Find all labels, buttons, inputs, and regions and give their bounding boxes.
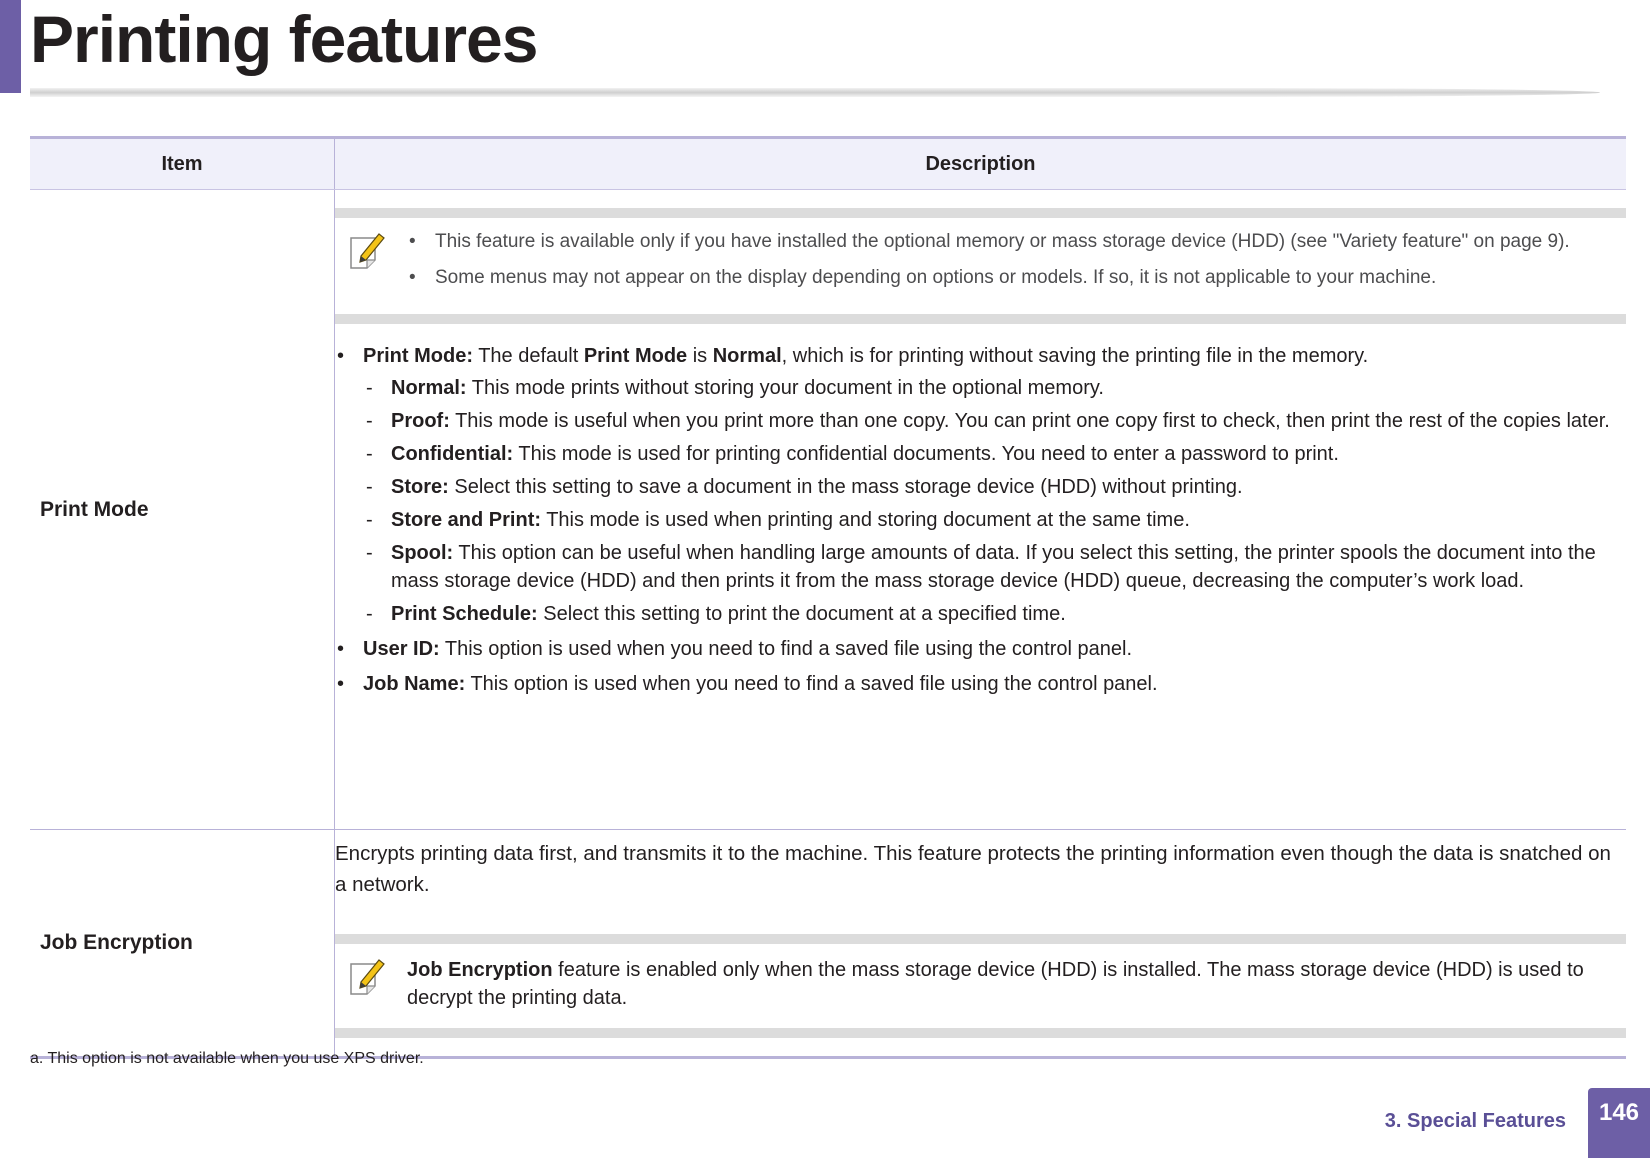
list-item-user-id [335, 635, 1626, 663]
mode-text: This mode is used when printing and storing document at the same time. [541, 509, 1190, 531]
mode-label: Spool: [391, 542, 454, 564]
note-pencil-icon [347, 956, 387, 998]
description-cell [335, 830, 1627, 1058]
text-user-id: This option is used when you need to find a saved file using the control panel. [439, 638, 1133, 660]
text-bold: Print Mode [583, 345, 688, 367]
dash-mark: - [366, 509, 373, 531]
mode-text: This mode prints without storing your document in the optional memory. [466, 377, 1104, 399]
list-item-mode [363, 506, 1626, 534]
bullet-mark: • [337, 673, 345, 695]
mode-text: This mode is used for printing confidential documents. You need to enter a password to print. [513, 443, 1339, 465]
list-item-mode [363, 600, 1626, 628]
footnote: a. This option is not available when you use XPS driver. [30, 1050, 424, 1067]
header-description: Description [335, 138, 1627, 190]
bullet-mark: • [337, 638, 345, 660]
mode-label: Store: [391, 476, 449, 498]
mode-label: Normal: [391, 377, 467, 399]
list-item-mode [363, 374, 1626, 402]
note-text: feature is enabled only when the mass storage device (HDD) is installed. The mass storage device (HDD) is used to decrypt the printing data. [407, 959, 1584, 1009]
label-print-mode: Print Mode: [363, 345, 473, 367]
job-encryption-description: Encrypts printing data first, and transmits it to the machine. This feature protects the printing information even though the data is snatched on a network. [335, 842, 1611, 896]
page-footer [1385, 1088, 1650, 1158]
dash-mark: - [366, 603, 373, 625]
note-item: • This feature is available only if you have installed the optional memory or mass storage device (HDD) (see "Variety feature" on page 9). [407, 228, 1618, 256]
chapter-label: 3. Special Features [1384, 1110, 1566, 1132]
mode-text: Select this setting to print the document at a specified time. [537, 603, 1066, 625]
mode-text: Select this setting to save a document in the mass storage device (HDD) without printing. [448, 476, 1243, 498]
note-bold: Job Encryption [407, 959, 553, 981]
mode-text: This mode is useful when you print more than one copy. You can print one copy first to check, then print the rest of the copies later. [449, 410, 1610, 432]
text-job-name: This option is used when you need to find a saved file using the control panel. [465, 673, 1158, 695]
table-row-print-mode [30, 190, 1626, 830]
features-table [30, 136, 1626, 1059]
item-cell [30, 830, 335, 1058]
text-fragment: is [687, 345, 713, 367]
mode-text: This option can be useful when handling large amounts of data. If you select this setting, the printer spools the document into the mass storage device (HDD) and then prints it from the mass storage device (HDD) queue, decreasing the computer’s work load. [391, 542, 1596, 592]
dash-mark: - [366, 410, 373, 432]
mode-label: Confidential: [391, 443, 514, 465]
header-item: Item [30, 138, 335, 190]
list-item-print-mode [335, 342, 1626, 628]
title-accent-bar [0, 0, 21, 93]
description-cell [335, 190, 1627, 830]
dash-mark: - [366, 443, 373, 465]
mode-list [363, 374, 1626, 628]
list-item-mode [363, 539, 1626, 595]
list-item-mode [363, 407, 1626, 435]
dash-mark: - [366, 476, 373, 498]
note-item: • Some menus may not appear on the display depending on options or models. If so, it is not applicable to your machine. [407, 264, 1618, 292]
mode-label: Print Schedule: [391, 603, 538, 625]
item-job-encryption: Job Encryption [40, 931, 193, 954]
item-cell [30, 190, 335, 830]
text-fragment: , which is for printing without saving the printing file in the memory. [781, 345, 1369, 367]
dash-mark: - [366, 377, 373, 399]
label-user-id: User ID: [363, 638, 440, 660]
table-row-job-encryption [30, 830, 1626, 1058]
text-bold: Normal [712, 345, 782, 367]
text-fragment: The default [473, 345, 584, 367]
mode-label: Store and Print: [391, 509, 542, 531]
list-item-mode [363, 440, 1626, 468]
mode-label: Proof: [391, 410, 450, 432]
page-title: Printing features [30, 2, 538, 76]
page-number: 146 [1588, 1088, 1650, 1158]
note-box [335, 934, 1626, 1038]
note-box [335, 208, 1626, 324]
bullet-mark: • [337, 345, 345, 367]
list-item-job-name [335, 670, 1626, 698]
label-job-name: Job Name: [363, 673, 466, 695]
option-list [335, 342, 1626, 698]
note-pencil-icon [347, 230, 387, 272]
table-header-row [30, 138, 1626, 190]
item-print-mode: Print Mode [40, 497, 149, 521]
note-list [407, 228, 1618, 292]
list-item-mode [363, 473, 1626, 501]
title-underline [30, 88, 1600, 97]
dash-mark: - [366, 542, 373, 564]
